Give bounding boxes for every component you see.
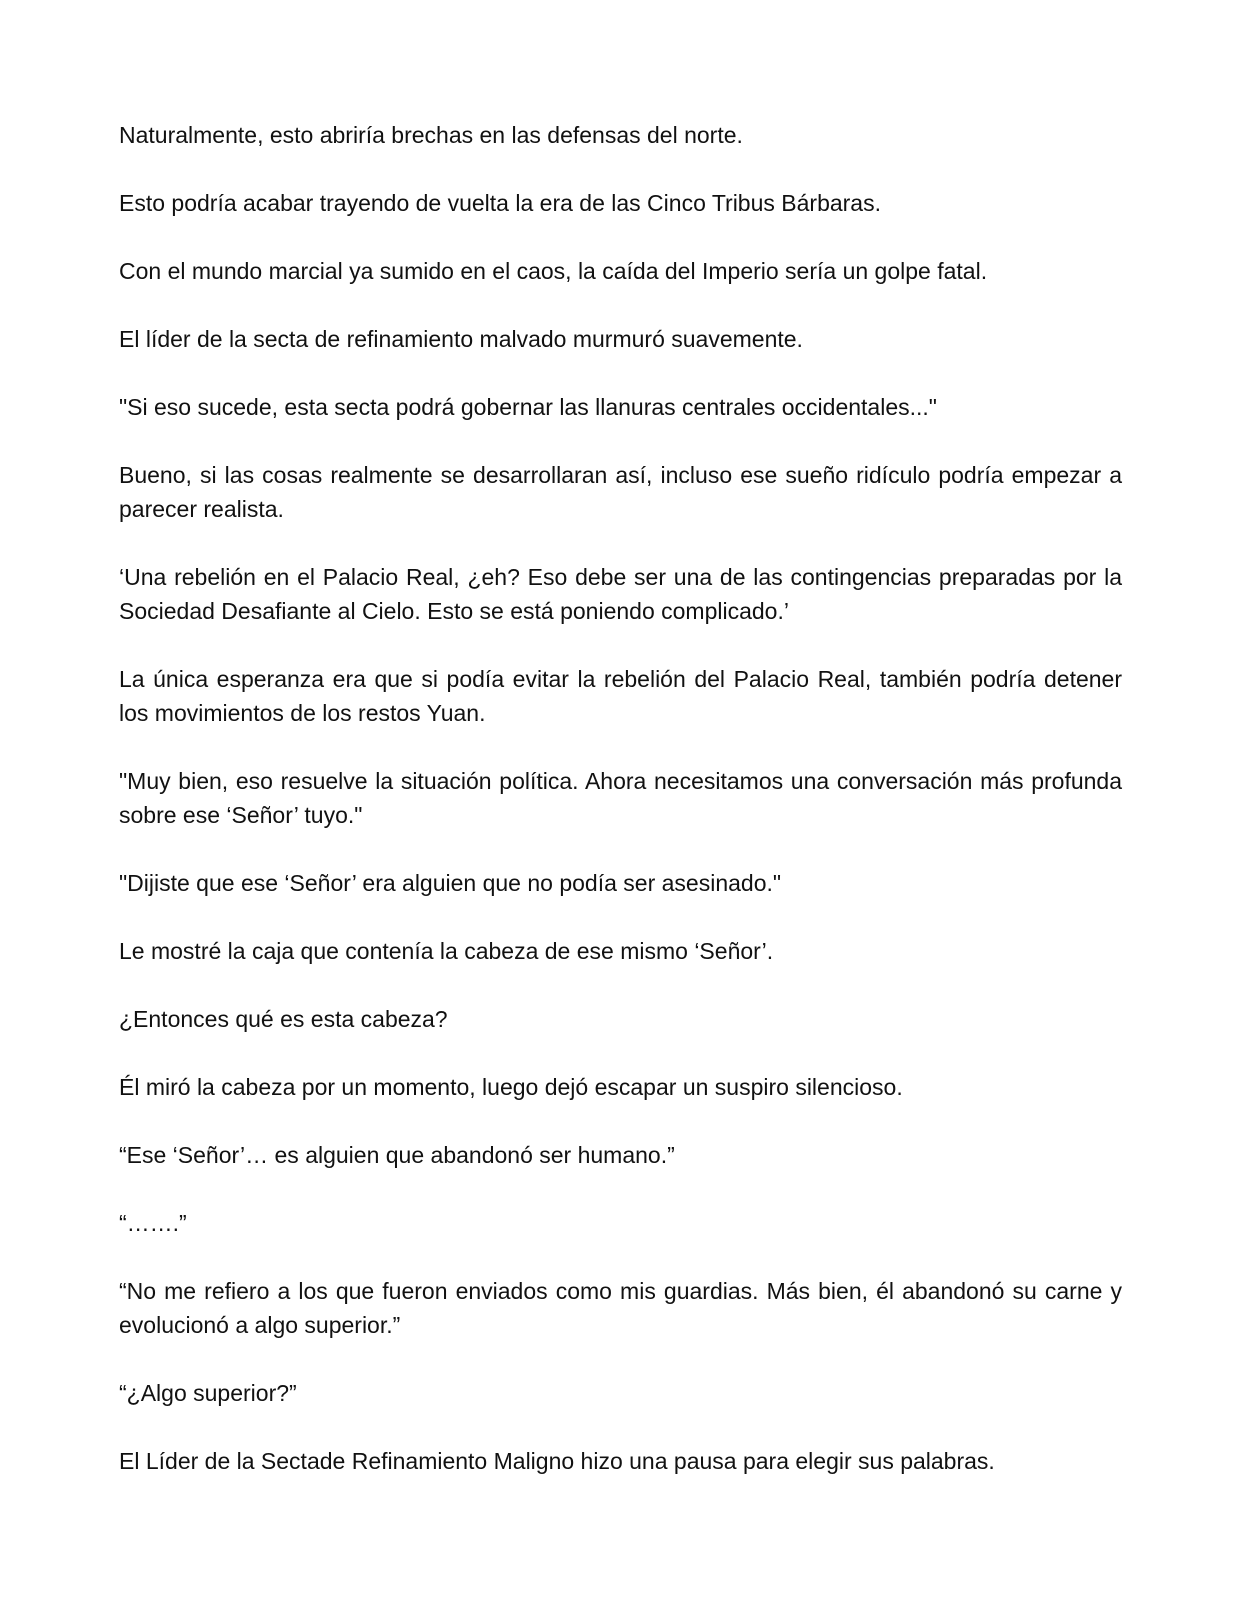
paragraph-6: Bueno, si las cosas realmente se desarrollaran así, incluso ese sueño ridículo podría empezar a parecer realista. — [119, 462, 1122, 522]
paragraph-10: "Dijiste que ese ‘Señor’ era alguien que no podía ser asesinado." — [119, 870, 782, 896]
paragraph-9: "Muy bien, eso resuelve la situación política. Ahora necesitamos una conversación más profunda sobre ese ‘Señor’ tuyo." — [119, 768, 1122, 828]
paragraph-1: Naturalmente, esto abriría brechas en las defensas del norte. — [119, 122, 743, 148]
paragraph-13: Él miró la cabeza por un momento, luego dejó escapar un suspiro silencioso. — [119, 1074, 903, 1100]
paragraph-12: ¿Entonces qué es esta cabeza? — [119, 1006, 448, 1032]
paragraph-11: Le mostré la caja que contenía la cabeza de ese mismo ‘Señor’. — [119, 938, 774, 964]
paragraph-4: El líder de la secta de refinamiento malvado murmuró suavemente. — [119, 326, 803, 352]
paragraph-18: El Líder de la Sectade Refinamiento Maligno hizo una pausa para elegir sus palabras. — [119, 1448, 995, 1474]
paragraph-14: “Ese ‘Señor’… es alguien que abandonó ser humano.” — [119, 1142, 675, 1168]
document-body — [119, 118, 1122, 1512]
paragraph-5: "Si eso sucede, esta secta podrá gobernar las llanuras centrales occidentales..." — [119, 394, 937, 420]
paragraph-8: La única esperanza era que si podía evitar la rebelión del Palacio Real, también podría detener los movimientos de los restos Yuan. — [119, 666, 1122, 726]
paragraph-15: “…….” — [119, 1210, 187, 1236]
paragraph-3: Con el mundo marcial ya sumido en el caos, la caída del Imperio sería un golpe fatal. — [119, 258, 988, 284]
paragraph-7: ‘Una rebelión en el Palacio Real, ¿eh? Eso debe ser una de las contingencias preparadas por la Sociedad Desafiante al Cielo. Esto se está poniendo complicado.’ — [119, 564, 1122, 624]
paragraph-2: Esto podría acabar trayendo de vuelta la era de las Cinco Tribus Bárbaras. — [119, 190, 881, 216]
paragraph-17: “¿Algo superior?” — [119, 1380, 297, 1406]
paragraph-16: “No me refiero a los que fueron enviados como mis guardias. Más bien, él abandonó su carne y evolucionó a algo superior.” — [119, 1278, 1122, 1338]
